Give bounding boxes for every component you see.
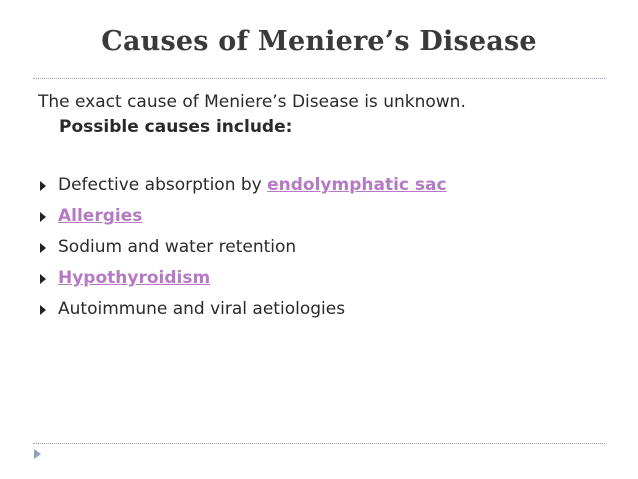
allergies-link[interactable]: Allergies xyxy=(58,206,143,226)
bullet-arrow-icon xyxy=(40,243,46,253)
slide-title: Causes of Meniere’s Disease xyxy=(101,26,537,57)
list-item xyxy=(36,232,606,263)
slide-nav-arrow-icon[interactable] xyxy=(34,449,41,459)
hypothyroidism-link[interactable]: Hypothyroidism xyxy=(58,268,211,288)
list-item xyxy=(36,201,606,232)
intro-line-2: Possible causes include: xyxy=(59,117,293,137)
bullet-text: Autoimmune and viral aetiologies xyxy=(58,299,346,319)
footer-divider xyxy=(33,443,605,444)
list-item xyxy=(36,170,606,201)
bullet-text: Sodium and water retention xyxy=(58,237,297,257)
bullet-arrow-icon xyxy=(40,305,46,315)
bullet-arrow-icon xyxy=(40,274,46,284)
bullet-arrow-icon xyxy=(40,212,46,222)
intro-line-1: The exact cause of Meniere’s Disease is unknown. xyxy=(38,92,466,112)
bullet-arrow-icon xyxy=(40,181,46,191)
title-divider xyxy=(33,78,605,79)
intro-text xyxy=(38,90,608,140)
bullet-text: Defective absorption by xyxy=(58,175,268,195)
list-item xyxy=(36,263,606,294)
causes-list xyxy=(36,170,606,325)
list-item xyxy=(36,294,606,325)
endolymphatic-sac-link[interactable]: endolymphatic sac xyxy=(267,175,447,195)
